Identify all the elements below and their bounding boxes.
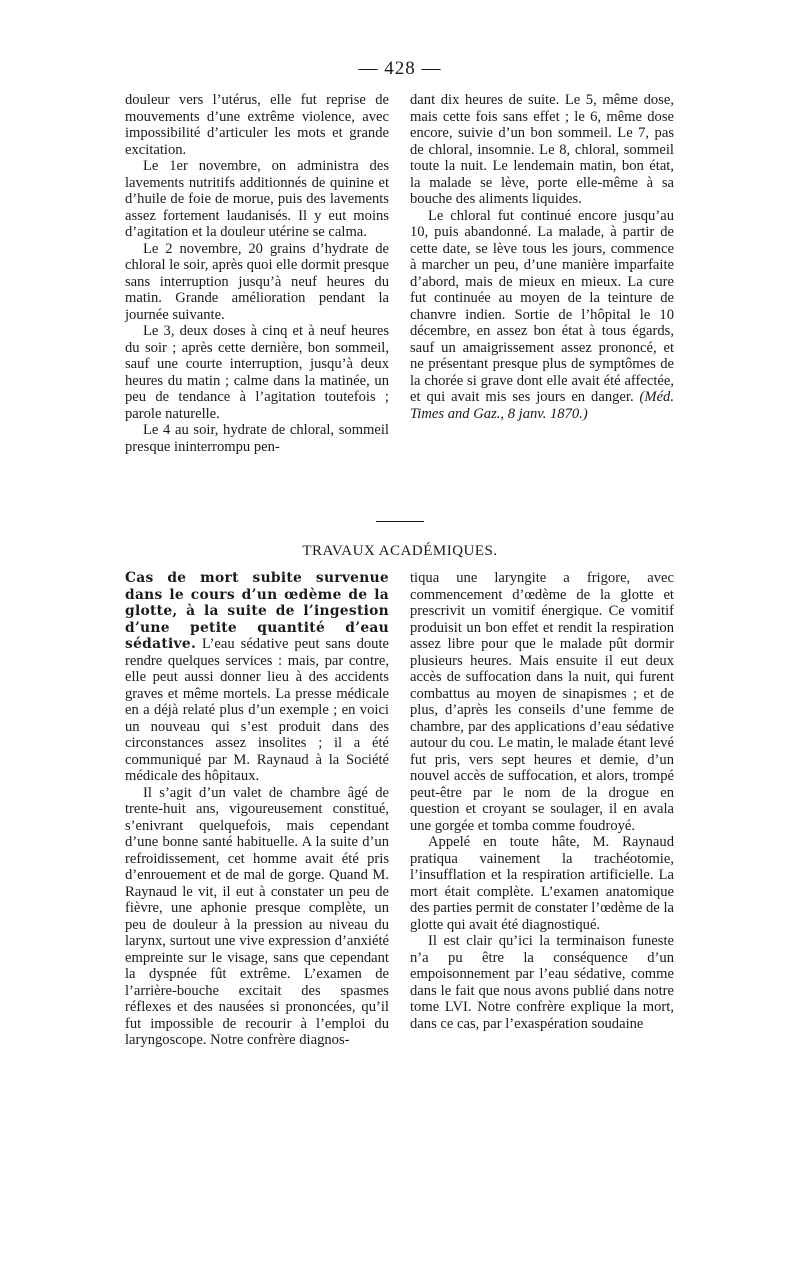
paragraph: Le 1er novembre, on administra des lavements nutritifs additionnés de quinine et d’huile de foie de morue, puis des lavements assez fortement laudanisés. Il y eut moins d’agitation et la douleur utérine se calma.	[125, 158, 389, 240]
top-right-column	[410, 92, 674, 422]
section-title: TRAVAUX ACADÉMIQUES.	[302, 543, 498, 559]
paragraph: Le 3, deux doses à cinq et à neuf heures du soir ; après cette dernière, bon sommeil, sauf une courte interruption, jusqu’à deux heures du matin ; calme dans la matinée, un peu de tendance à l’agitation toutefois ; parole naturelle.	[125, 323, 389, 422]
paragraph: Il est clair qu’ici la terminaison funeste n’a pu être la conséquence d’un empoisonnement par l’eau sédative, comme dans le fait que nous avons publié dans notre tome LVI. Notre confrère explique la mort, dans ce cas, par l’exaspération soudaine	[410, 933, 674, 1032]
bottom-right-column	[410, 570, 674, 1032]
paragraph-text: Le chloral fut continué encore jusqu’au 10, puis abandonné. La malade, à partir de cette date, se lève tous les jours, commence à marcher un peu, d’une manière imparfaite d’abord, mais de mieux en mieux. La cure fut continuée au moyen de la teinture de chanvre indien. Sortie de l’hôpital le 10 décembre, en assez bon état à tous égards, sauf un amaigrissement assez prononcé, et ne présentant presque plus de symptômes de la chorée si grave dont elle avait été affectée, et qui avait mis ses jours en danger.	[410, 207, 674, 405]
paragraph	[410, 208, 674, 423]
paragraph: tiqua une laryngite a frigore, avec commencement d’œdème de la glotte et prescrivit un vomitif énergique. Ce vomitif produisit un bon effet et rendit la respiration assez libre pour que le malade pût dormir plusieurs heures. Mais ensuite il eut deux accès de suffocation dans la nuit, qui furent combattus au moyen de sinapismes ; et de plus, d’après les conseils d’une femme de chambre, par des applications d’eau sédative autour du cou. Le matin, le malade étant levé fut pris, vers sept heures et demie, d’un nouvel accès de suffocation, et alors, trompé peut-être par le nom de la drogue en question et croyant se soulager, il en avala une gorgée et tomba comme foudroyé.	[410, 570, 674, 834]
paragraph: Il s’agit d’un valet de chambre âgé de trente-huit ans, vigoureusement constitué, s’enivrant quelquefois, mais cependant d’une bonne santé habituelle. A la suite d’un refroidissement, cet homme avait été pris d’enrouement et de mal de gorge. Quand M. Raynaud le vit, il eut à constater un peu de fièvre, une aphonie presque complète, un peu de douleur à la pression au niveau du larynx, surtout une vive expression d’anxiété empreinte sur le visage, sans que cependant la dyspnée fût extrême. L’examen de l’arrière-bouche excitait des spasmes réflexes et des nausées si prononcées, qu’il fut impossible de recourir à l’emploi du laryngoscope. Notre confrère diagnos-	[125, 784, 389, 1048]
article-first-paragraph: L’eau sédative peut sans doute rendre quelques services : mais, par contre, elle peut aussi donner lieu à des accidents graves et même mortels. La presse médicale en a déjà relaté plus d’un exemple ; en voici un nouveau qui s’est produit dans des circonstances assez insolites ; il a été communiqué par M. Raynaud à la Société médicale des hôpitaux.	[125, 636, 389, 784]
paragraph: Le 4 au soir, hydrate de chloral, sommeil presque ininterrompu pen-	[125, 422, 389, 455]
paragraph: dant dix heures de suite. Le 5, même dose, mais cette fois sans effet ; le 6, même dose encore, suivie d’un bon sommeil. Le 7, pas de chloral, insomnie. Le 8, chloral, sommeil toute la nuit. Le lendemain matin, bon état, la malade se lève, porte elle-même à sa bouche des aliments liquides.	[410, 92, 674, 207]
paragraph: Le 2 novembre, 20 grains d’hydrate de chloral le soir, après quoi elle dormit presque sans interruption jusqu’à neuf heures du matin. Grande amélioration pendant la journée suivante.	[125, 240, 389, 323]
paragraph: douleur vers l’utérus, elle fut reprise de mouvements d’une extrême violence, avec impossibilité d’articuler les mots et grande excitation.	[125, 92, 389, 158]
article-title: Cas de mort subite survenue dans le cours d’un œdème de la glotte, à la suite de l’ingestion d’une petite quantité d’eau sédative.	[125, 570, 389, 652]
page-number: — 428 —	[358, 58, 442, 79]
top-left-column	[125, 92, 389, 455]
section-divider	[376, 521, 424, 522]
article-lead	[125, 570, 389, 785]
bottom-left-column	[125, 570, 389, 1049]
paragraph: Appelé en toute hâte, M. Raynaud pratiqua vainement la trachéotomie, l’insufflation et la respiration artificielle. La mort était complète. L’examen anatomique des parties permit de constater l’œdème de la glotte qui avait été diagnostiqué.	[410, 834, 674, 933]
citation: (Méd. Times and Gaz., 8 janv. 1870.)	[410, 389, 674, 422]
